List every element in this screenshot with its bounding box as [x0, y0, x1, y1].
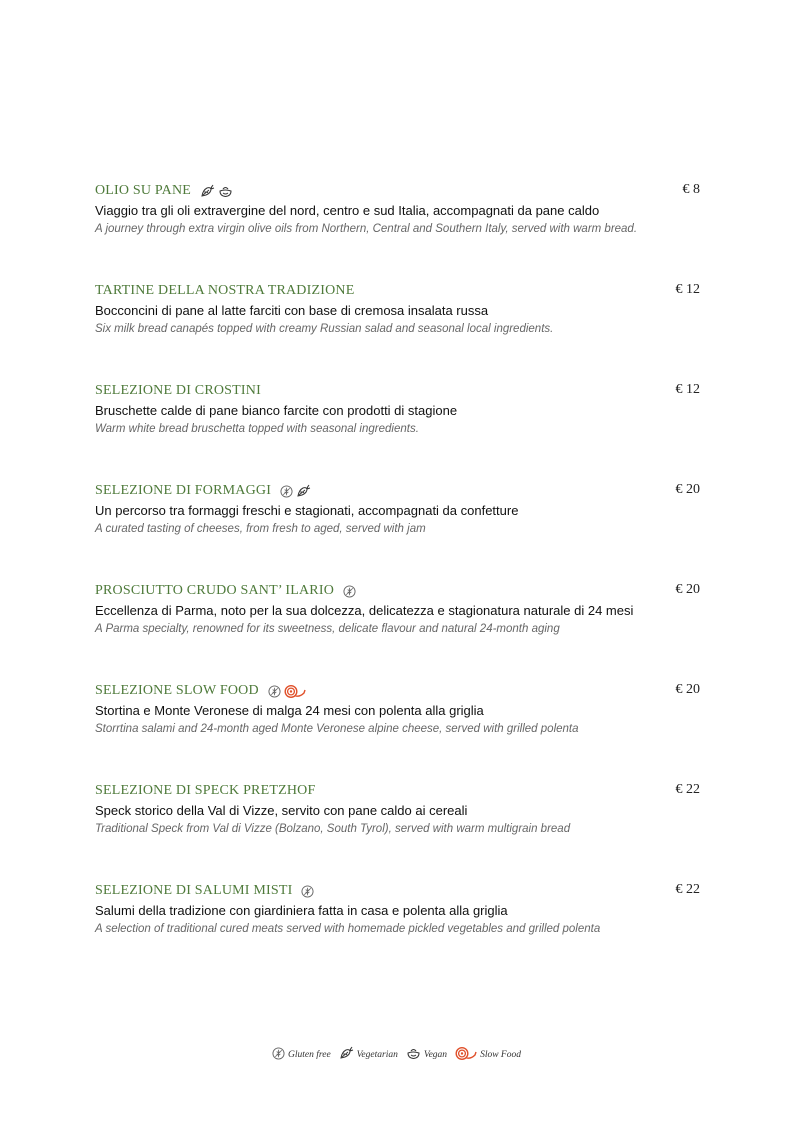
- vegetarian-icon: [339, 1046, 354, 1063]
- legend-slow-food: [455, 1047, 521, 1063]
- gluten-free-icon: [268, 685, 281, 698]
- menu-item-price: € 12: [675, 282, 700, 297]
- menu-item-title: OLIO SU PANE: [95, 183, 192, 198]
- legend-vegetarian: [339, 1046, 398, 1063]
- menu-item: [95, 382, 700, 435]
- menu-item: [95, 882, 700, 935]
- menu-item-header: [95, 682, 700, 700]
- vegetarian-icon: [200, 184, 215, 198]
- menu-item-description-english: Traditional Speck from Val di Vizze (Bolzano, South Tyrol), served with warm multigrain bread: [95, 823, 571, 835]
- dietary-icons: [200, 184, 233, 198]
- menu-item-description-english: A curated tasting of cheeses, from fresh to aged, served with jam: [95, 523, 426, 535]
- menu-item-description-italian: Salumi della tradizione con giardiniera fatta in casa e polenta alla griglia: [95, 903, 508, 918]
- dietary-icons: [268, 685, 306, 698]
- vegan-icon: [406, 1047, 421, 1063]
- dietary-icons: [301, 885, 314, 898]
- menu-item-price: € 8: [682, 182, 700, 197]
- menu-item-header: [95, 182, 700, 200]
- legend-vegan-label: Vegan: [423, 1049, 448, 1060]
- menu-item-title: TARTINE DELLA NOSTRA TRADIZIONE: [95, 283, 355, 298]
- menu-item-header: [95, 282, 700, 300]
- menu-item: [95, 782, 700, 835]
- menu-item-header: [95, 482, 700, 500]
- slow-food-icon: [455, 1047, 477, 1063]
- menu-item-header: [95, 782, 700, 800]
- menu-item-description-italian: Bruschette calde di pane bianco farcite con prodotti di stagione: [95, 403, 458, 418]
- gluten-free-icon: [301, 885, 314, 898]
- legend-slow-food-label: Slow Food: [480, 1049, 521, 1060]
- menu-item: [95, 482, 700, 535]
- gluten-free-icon: [272, 1047, 285, 1063]
- menu-item-price: € 20: [675, 582, 700, 597]
- menu-item-description-english: Warm white bread bruschetta topped with seasonal ingredients.: [95, 423, 419, 435]
- vegan-icon: [218, 185, 233, 198]
- menu-item-description-italian: Viaggio tra gli oli extravergine del nord, centro e sud Italia, accompagnati da pane caldo: [95, 203, 600, 218]
- menu-item-header: [95, 382, 700, 400]
- menu-item-header: [95, 582, 700, 600]
- menu-item-description-italian: Bocconcini di pane al latte farciti con base di cremosa insalata russa: [95, 303, 489, 318]
- legend-vegetarian-label: Vegetarian: [356, 1049, 398, 1060]
- menu-item-description-italian: Stortina e Monte Veronese di malga 24 mesi con polenta alla griglia: [95, 703, 484, 718]
- menu-item-price: € 22: [675, 882, 700, 897]
- menu-item-description-english: A Parma specialty, renowned for its sweetness, delicate flavour and natural 24-month aging: [95, 623, 560, 635]
- menu-item-description-italian: Eccellenza di Parma, noto per la sua dolcezza, delicatezza e stagionatura naturale di 24 mesi: [95, 603, 634, 618]
- legend-gluten-free-label: Gluten free: [288, 1049, 331, 1060]
- menu-item-description-english: A journey through extra virgin olive oils from Northern, Central and Southern Italy, served with warm bread.: [95, 223, 638, 235]
- menu-item-title: SELEZIONE DI FORMAGGI: [95, 483, 272, 498]
- gluten-free-icon: [343, 585, 356, 598]
- menu-item-title: SELEZIONE SLOW FOOD: [95, 683, 259, 698]
- menu-item-description-italian: Un percorso tra formaggi freschi e stagionati, accompagnati da confetture: [95, 503, 519, 518]
- menu-item: [95, 682, 700, 735]
- menu-item-description-italian: Speck storico della Val di Vizze, servito con pane caldo ai cereali: [95, 803, 468, 818]
- menu-item-title: SELEZIONE DI SPECK PRETZHOF: [95, 783, 316, 798]
- menu-item-price: € 22: [675, 782, 700, 797]
- menu-item-price: € 12: [675, 382, 700, 397]
- menu-item-title: SELEZIONE DI SALUMI MISTI: [95, 883, 293, 898]
- menu-item-price: € 20: [675, 482, 700, 497]
- menu-item-header: [95, 882, 700, 900]
- dietary-icons: [343, 585, 356, 598]
- menu-item-title: PROSCIUTTO CRUDO SANT’ ILARIO: [95, 583, 335, 598]
- vegetarian-icon: [296, 484, 311, 498]
- menu-item-description-english: A selection of traditional cured meats served with homemade pickled vegetables and grilled polenta: [95, 923, 601, 935]
- slow-food-icon: [284, 685, 306, 698]
- legend-gluten-free: [272, 1047, 331, 1063]
- menu-item-title: SELEZIONE DI CROSTINI: [95, 383, 261, 398]
- menu-item-description-english: Storrtina salami and 24-month aged Monte Veronese alpine cheese, served with grilled polenta: [95, 723, 579, 735]
- menu-item: [95, 182, 700, 235]
- menu-item-price: € 20: [675, 682, 700, 697]
- menu-item-description-english: Six milk bread canapés topped with creamy Russian salad and seasonal local ingredients.: [95, 323, 554, 335]
- legend-vegan: [406, 1047, 447, 1063]
- menu-item: [95, 582, 700, 635]
- menu-item: [95, 282, 700, 335]
- gluten-free-icon: [280, 485, 293, 498]
- dietary-icons: [280, 484, 311, 498]
- dietary-legend: [0, 1046, 793, 1063]
